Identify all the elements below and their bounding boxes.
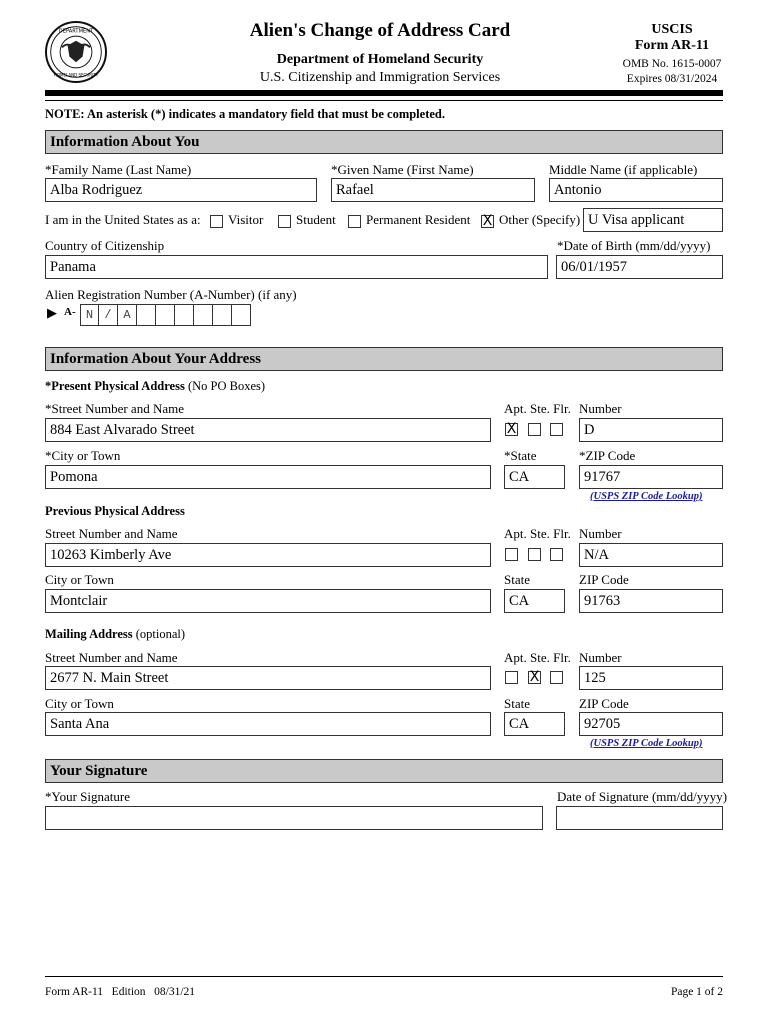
student-label: Student (296, 212, 336, 227)
other-specify-field[interactable]: U Visa applicant (583, 208, 723, 232)
present-city-field[interactable]: Pomona (45, 465, 491, 489)
previous-city-label: City or Town (45, 572, 114, 587)
anumber-field[interactable] (80, 304, 251, 326)
mailing-zip-field[interactable]: 92705 (579, 712, 723, 736)
previous-street-field[interactable]: 10263 Kimberly Ave (45, 543, 491, 567)
mailing-number-label: Number (579, 650, 622, 665)
given-name-label: *Given Name (First Name) (331, 162, 474, 177)
present-state-label: *State (504, 448, 537, 463)
mailing-state-label: State (504, 696, 530, 711)
present-address-heading: *Present Physical Address (No PO Boxes) (45, 379, 266, 393)
dob-field[interactable]: 06/01/1957 (556, 255, 723, 279)
other-checkbox[interactable]: X (482, 213, 493, 229)
middle-name-label: Middle Name (if applicable) (549, 162, 698, 177)
anumber-digit[interactable] (194, 304, 213, 326)
previous-flr-checkbox[interactable] (550, 548, 563, 561)
permanent-resident-label: Permanent Resident (366, 212, 471, 227)
previous-address-heading: Previous Physical Address (45, 504, 185, 518)
previous-zip-label: ZIP Code (579, 572, 629, 587)
mailing-number-field[interactable]: 125 (579, 666, 723, 690)
present-unit-label: Apt. Ste. Flr. (504, 401, 571, 416)
department-name: Department of Homeland Security (276, 52, 484, 67)
country-field[interactable]: Panama (45, 255, 548, 279)
section-about-you: Information About You (45, 130, 723, 154)
header-divider (45, 90, 723, 96)
present-street-field[interactable]: 884 East Alvarado Street (45, 418, 491, 442)
anumber-digit[interactable] (156, 304, 175, 326)
mandatory-note: NOTE: An asterisk (*) indicates a mandatory field that must be completed. (45, 107, 445, 121)
previous-zip-field[interactable]: 91763 (579, 589, 723, 613)
seal-text-bottom: HOMELAND SECURITY (53, 72, 99, 78)
visitor-label: Visitor (228, 212, 264, 227)
present-apt-checkbox[interactable]: X (506, 421, 517, 437)
student-checkbox[interactable] (278, 215, 291, 228)
previous-state-field[interactable]: CA (504, 589, 565, 613)
present-zip-label: *ZIP Code (579, 448, 636, 463)
present-address-note: (No PO Boxes) (187, 379, 266, 393)
anumber-digit[interactable] (232, 304, 251, 326)
expiration-date: Expires 08/31/2024 (626, 73, 718, 85)
anumber-prefix: A- (64, 306, 76, 318)
agency-name: U.S. Citizenship and Immigration Services (259, 70, 501, 85)
mailing-ste-checkbox[interactable]: X (529, 669, 540, 685)
section-signature: Your Signature (45, 759, 723, 783)
country-label: Country of Citizenship (45, 238, 165, 253)
mailing-zip-lookup-link[interactable]: (USPS ZIP Code Lookup) (590, 738, 703, 749)
previous-number-label: Number (579, 526, 622, 541)
previous-state-label: State (504, 572, 530, 587)
mailing-address-note: (optional) (135, 627, 186, 641)
mailing-city-field[interactable]: Santa Ana (45, 712, 491, 736)
present-flr-checkbox[interactable] (550, 423, 563, 436)
footer-divider (45, 976, 723, 977)
anumber-digit[interactable]: N (80, 304, 99, 326)
mailing-unit-label: Apt. Ste. Flr. (504, 650, 571, 665)
previous-street-label: Street Number and Name (45, 526, 178, 541)
other-label: Other (Specify) (499, 212, 581, 227)
mailing-flr-checkbox[interactable] (550, 671, 563, 684)
form-id-block (612, 22, 732, 54)
dob-label: *Date of Birth (mm/dd/yyyy) (557, 238, 711, 253)
mailing-city-label: City or Town (45, 696, 114, 711)
dhs-seal-logo (45, 21, 107, 83)
middle-name-field[interactable]: Antonio (549, 178, 723, 202)
signature-date-label: Date of Signature (mm/dd/yyyy) (557, 789, 728, 804)
previous-unit-label: Apt. Ste. Flr. (504, 526, 571, 541)
present-zip-lookup-link[interactable]: (USPS ZIP Code Lookup) (590, 491, 703, 502)
previous-apt-checkbox[interactable] (505, 548, 518, 561)
present-number-field[interactable]: D (579, 418, 723, 442)
anumber-digit[interactable]: A (118, 304, 137, 326)
mailing-address-heading: Mailing Address (optional) (45, 627, 186, 641)
omb-number: OMB No. 1615-0007 (622, 58, 722, 70)
seal-text-top: DEPARTMENT (58, 28, 94, 35)
visitor-checkbox[interactable] (210, 215, 223, 228)
mailing-zip-label: ZIP Code (579, 696, 629, 711)
footer-edition: Form AR-11 Edition 08/31/21 (45, 986, 196, 998)
anumber-digit[interactable] (213, 304, 232, 326)
form-title: Alien's Change of Address Card (249, 20, 511, 41)
section-address: Information About Your Address (45, 347, 723, 371)
anumber-digit[interactable]: / (99, 304, 118, 326)
present-state-field[interactable]: CA (504, 465, 565, 489)
previous-city-field[interactable]: Montclair (45, 589, 491, 613)
status-label: I am in the United States as a: (45, 212, 201, 227)
omb-block (612, 57, 732, 87)
mailing-state-field[interactable]: CA (504, 712, 565, 736)
present-ste-checkbox[interactable] (528, 423, 541, 436)
header-divider-thin (45, 100, 723, 101)
previous-ste-checkbox[interactable] (528, 548, 541, 561)
signature-date-field[interactable] (556, 806, 723, 830)
mailing-street-label: Street Number and Name (45, 650, 178, 665)
uscis-label: USCIS (651, 22, 693, 37)
anumber-digit[interactable] (175, 304, 194, 326)
arrow-icon: ▶ (47, 305, 57, 320)
previous-number-field[interactable]: N/A (579, 543, 723, 567)
present-zip-field[interactable]: 91767 (579, 465, 723, 489)
present-street-label: *Street Number and Name (45, 401, 184, 416)
signature-field[interactable] (45, 806, 543, 830)
form-number: Form AR-11 (634, 38, 710, 53)
family-name-label: *Family Name (Last Name) (45, 162, 192, 177)
mailing-apt-checkbox[interactable] (505, 671, 518, 684)
present-number-label: Number (579, 401, 622, 416)
permanent-resident-checkbox[interactable] (348, 215, 361, 228)
present-city-label: *City or Town (45, 448, 121, 463)
family-name-field[interactable]: Alba Rodriguez (45, 178, 317, 202)
mailing-street-field[interactable]: 2677 N. Main Street (45, 666, 491, 690)
given-name-field[interactable]: Rafael (331, 178, 535, 202)
anumber-digit[interactable] (137, 304, 156, 326)
anumber-label: Alien Registration Number (A-Number) (if any) (45, 287, 297, 302)
signature-label: *Your Signature (45, 789, 130, 804)
footer-page-number: Page 1 of 2 (670, 986, 723, 998)
